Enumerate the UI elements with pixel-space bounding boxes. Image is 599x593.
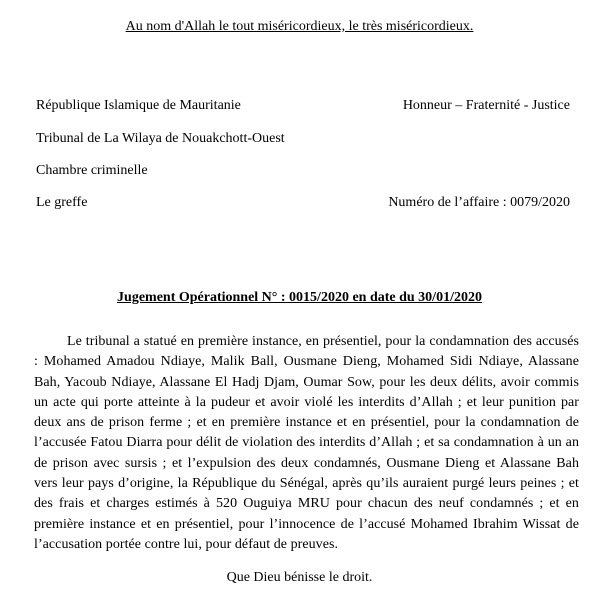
court-name: Tribunal de La Wilaya de Nouakchott-Ouest xyxy=(36,131,285,146)
chamber-name: Chambre criminelle xyxy=(36,163,148,178)
registry-label: Le greffe xyxy=(36,195,88,210)
case-number: Numéro de l’affaire : 0079/2020 xyxy=(388,195,570,210)
closing-line: Que Dieu bénisse le droit. xyxy=(226,570,373,585)
judgment-body-paragraph: Le tribunal a statué en première instance, en présentiel, pour la condamnation des accusés : Mohamed Amadou Ndiaye, Malik Ball, Ousmane Dieng, Mohamed Sidi Ndiaye, Alassane Bah, Yacoub Ndiaye, Alassane El Hadj Djam, Oumar Sow, pour les deux délits, avoir commis un acte qui porte atteinte à la pudeur et avoir violé les interdits d’Allah ; et leur punition par deux ans de prison ferme ; et en première instance et en présentiel, pour la condamnation de l’accusée Fatou Diarra pour délit de violation des interdits d’Allah ; et sa condamnation à un an de prison avec sursis ; et l’expulsion des deux condamnés, Ousmane Dieng et Alassane Bah vers leur pays d’origine, la République du Sénégal, après qu’ils auraient purgé leurs peines ; et des frais et charges estimés à 520 Ouguiya MRU pour chacun des neuf condamnés ; et en première instance et en présentiel, pour l’innocence de l’accusé Mohamed Ibrahim Wissat de l’accusation portée contre lui, pour défaut de preuves. xyxy=(34,334,579,552)
judgment-title: Jugement Opérationnel N° : 0015/2020 en date du 30/01/2020 xyxy=(117,290,482,305)
country-name: République Islamique de Mauritanie xyxy=(36,98,241,113)
national-motto: Honneur – Fraternité - Justice xyxy=(402,98,570,113)
invocation-heading: Au nom d'Allah le tout miséricordieux, le très miséricordieux. xyxy=(125,19,474,34)
